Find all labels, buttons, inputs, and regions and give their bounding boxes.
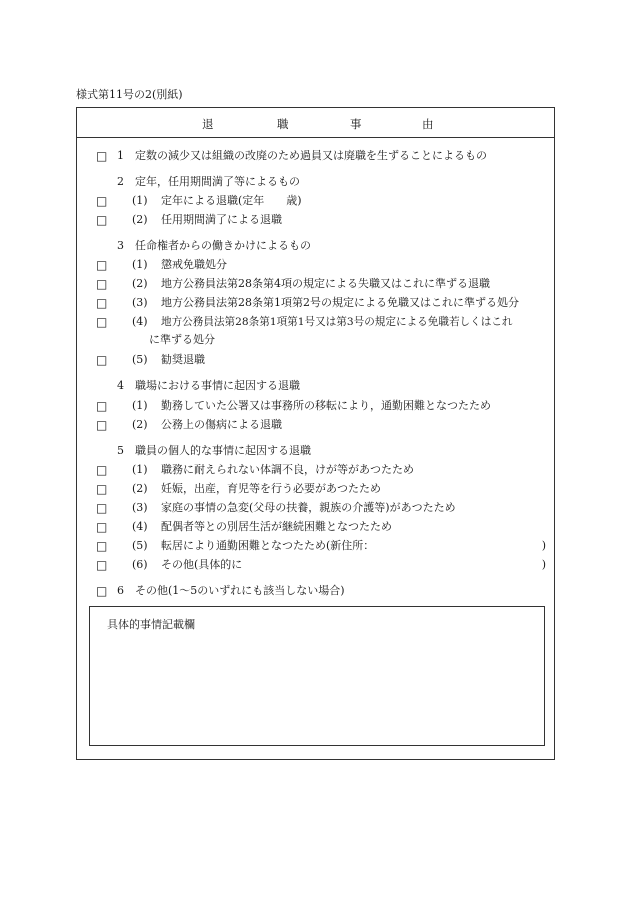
- checkbox[interactable]: □: [96, 463, 108, 477]
- header-char: 退: [202, 117, 214, 131]
- detail-label: 具体的事情記載欄: [107, 618, 195, 631]
- checkbox[interactable]: □: [96, 194, 108, 208]
- reason-row-5-4: □ (4) 配偶者等との別居生活が継続困難となつたため: [96, 520, 392, 534]
- section-heading-4: 4 職場における事情に起因する退職: [117, 379, 300, 392]
- reason-row-4-1: □ (1) 勤務していた公署又は事務所の移転により，通勤困難となつたため: [96, 399, 491, 413]
- header-char: 由: [422, 117, 434, 131]
- header-char: 事: [350, 117, 362, 131]
- checkbox[interactable]: □: [96, 520, 108, 534]
- reason-row-3-4: □ (4) 地方公務員法第28条第1項第1号又は第3号の規定による免職若しくはこれ: [96, 315, 513, 329]
- reason-row-5-3: □ (3) 家庭の事情の急変(父母の扶養，親族の介護等)があつたため: [96, 501, 456, 515]
- checkbox[interactable]: □: [96, 277, 108, 291]
- reason-row-3-1: □ (1) 懲戒免職処分: [96, 258, 227, 272]
- detail-text-area[interactable]: [89, 606, 545, 746]
- reason-row-3-4-continued: に準ずる処分: [149, 333, 215, 346]
- checkbox[interactable]: □: [96, 258, 108, 272]
- section-heading-2: 2 定年，任用期間満了等によるもの: [117, 175, 300, 188]
- checkbox[interactable]: □: [96, 501, 108, 515]
- reason-row-3-5: □ (5) 勧奨退職: [96, 353, 205, 367]
- checkbox[interactable]: □: [96, 353, 108, 367]
- checkbox[interactable]: □: [96, 149, 108, 163]
- header-char: 職: [277, 117, 289, 131]
- checkbox[interactable]: □: [96, 418, 108, 432]
- reason-row-2-1: □ (1) 定年による退職(定年 歳): [96, 194, 302, 208]
- checkbox[interactable]: □: [96, 584, 108, 598]
- reason-row-3-2: □ (2) 地方公務員法第28条第4項の規定による失職又はこれに準ずる退職: [96, 277, 490, 291]
- other-detail-field: その他(具体的に: [161, 558, 243, 571]
- reason-row-5-2: □ (2) 妊娠，出産，育児等を行う必要があつたため: [96, 482, 381, 496]
- form-label: 様式第11号の2(別紙): [76, 88, 183, 101]
- checkbox[interactable]: □: [96, 213, 108, 227]
- reason-row-3-3: □ (3) 地方公務員法第28条第1項第2号の規定による免職又はこれに準ずる処分: [96, 296, 519, 310]
- reason-row-4-2: □ (2) 公務上の傷病による退職: [96, 418, 282, 432]
- reason-form: [76, 107, 555, 760]
- checkbox[interactable]: □: [96, 482, 108, 496]
- reason-row-5-6: □ (6) その他(具体的に ): [96, 558, 546, 572]
- section-heading-3: 3 任命権者からの働きかけによるもの: [117, 239, 311, 252]
- checkbox[interactable]: □: [96, 558, 108, 572]
- reason-row-6: □ 6 その他(1～5のいずれにも該当しない場合): [96, 584, 345, 598]
- reason-row-1: □ 1 定数の減少又は組織の改廃のため過員又は廃職を生ずることによるもの: [96, 149, 487, 163]
- reason-row-2-2: □ (2) 任用期間満了による退職: [96, 213, 282, 227]
- checkbox[interactable]: □: [96, 315, 108, 329]
- section-heading-5: 5 職員の個人的な事情に起因する退職: [117, 444, 311, 457]
- checkbox[interactable]: □: [96, 399, 108, 413]
- reason-row-5-5: □ (5) 転居により通勤困難となつたため(新住所： ): [96, 539, 546, 553]
- new-address-field: 転居により通勤困難となつたため(新住所：: [161, 539, 375, 552]
- checkbox[interactable]: □: [96, 296, 108, 310]
- checkbox[interactable]: □: [96, 539, 108, 553]
- form-header: [77, 108, 554, 138]
- reason-row-5-1: □ (1) 職務に耐えられない体調不良，けが等があつたため: [96, 463, 414, 477]
